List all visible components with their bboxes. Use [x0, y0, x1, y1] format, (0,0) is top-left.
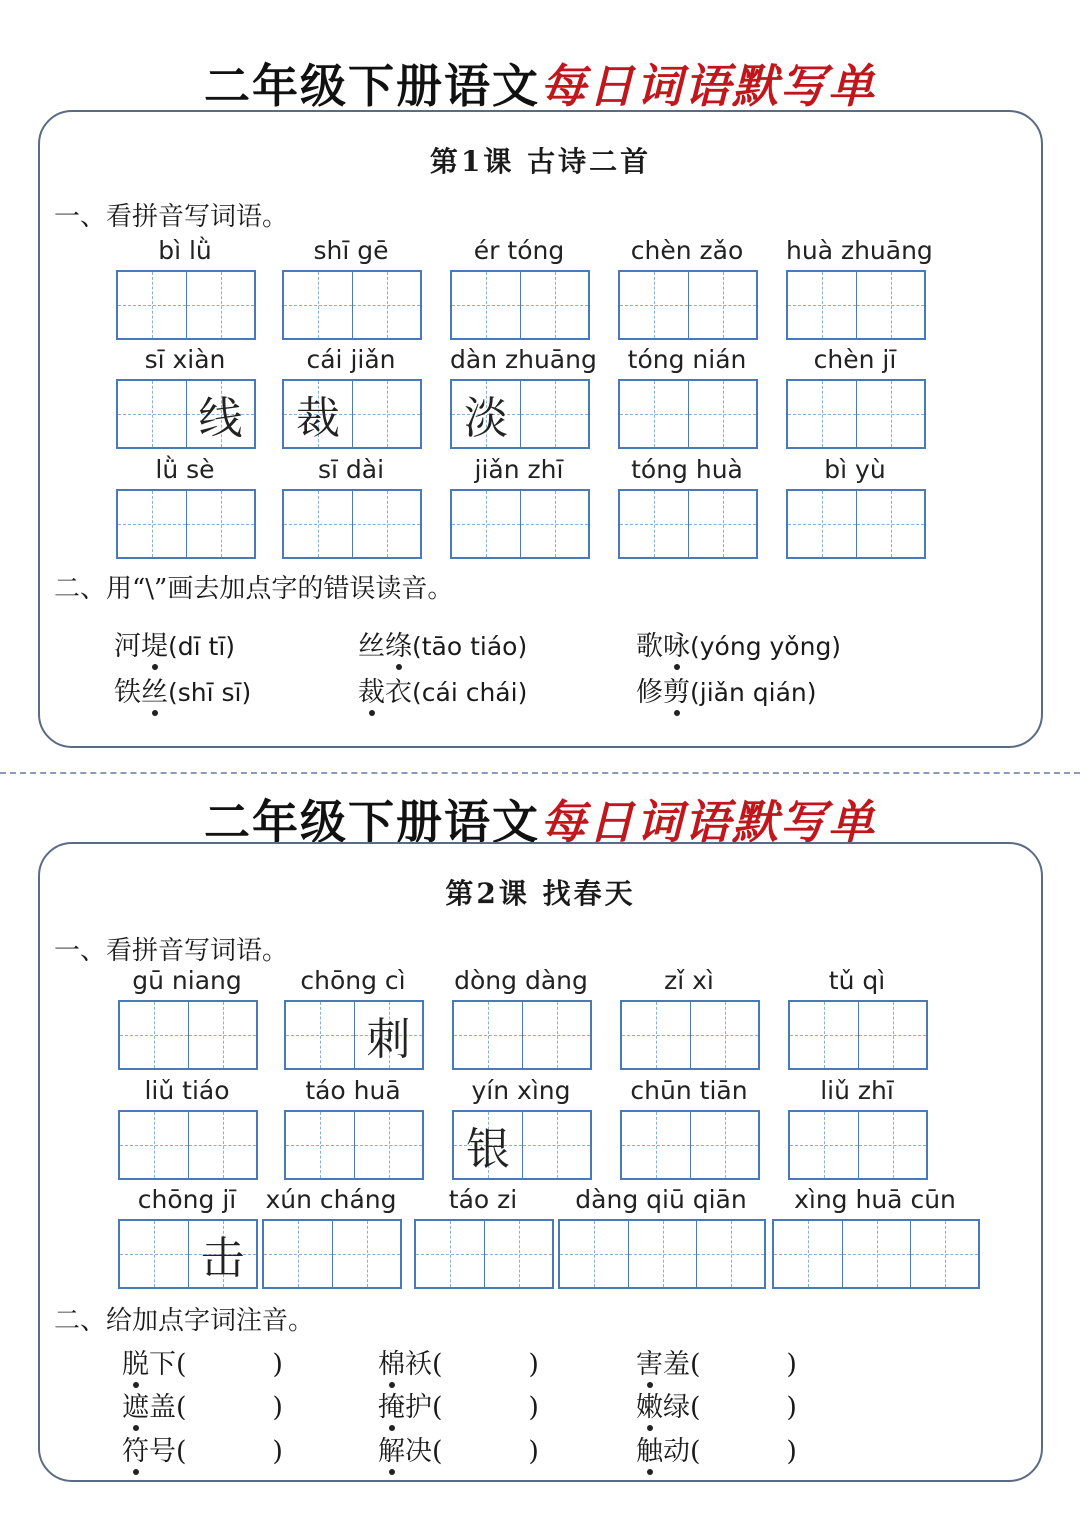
character-cell[interactable]: [354, 1002, 422, 1068]
dotted-char: 触: [636, 1436, 663, 1467]
tianzige-grid[interactable]: [618, 270, 758, 340]
character-cell[interactable]: [120, 1221, 188, 1287]
answer-blank[interactable]: 决( ): [405, 1436, 539, 1467]
dotted-char: 符: [122, 1436, 149, 1467]
character-cell[interactable]: [620, 491, 688, 557]
answer-blank[interactable]: 羞( ): [663, 1349, 797, 1380]
character-cell[interactable]: [856, 381, 924, 447]
character-cell[interactable]: [264, 1221, 332, 1287]
worksheet-lesson-1: [0, 0, 1080, 760]
pinyin-options[interactable]: (jiǎn qián): [690, 678, 817, 707]
character-cell[interactable]: [118, 272, 186, 338]
dotted-char: 掩: [378, 1392, 405, 1423]
given-character: 淡: [464, 393, 508, 444]
annotate-item[interactable]: [378, 1429, 539, 1468]
tianzige-grid[interactable]: [116, 489, 256, 559]
character-cell[interactable]: [188, 1112, 256, 1178]
tianzige-grid[interactable]: [116, 379, 256, 449]
dotted-char: 嫩: [636, 1392, 663, 1423]
tianzige-grid[interactable]: [282, 270, 422, 340]
character-cell[interactable]: [856, 491, 924, 557]
character-cell[interactable]: [188, 1221, 256, 1287]
character-cell[interactable]: [452, 491, 520, 557]
tianzige-grid[interactable]: [786, 270, 926, 340]
character-cell[interactable]: [332, 1221, 400, 1287]
pinyin-label: sī dài: [317, 455, 385, 484]
pinyin-label: cái jiǎn: [306, 345, 396, 374]
annotate-item[interactable]: [122, 1342, 283, 1381]
tianzige-grid[interactable]: [450, 379, 590, 449]
section-heading-readings: 二、用“\”画去加点字的错误读音。: [54, 574, 454, 604]
pinyin-options[interactable]: (yóng yǒng): [690, 632, 842, 661]
tianzige-grid[interactable]: [788, 1000, 928, 1070]
dotted-char: 害: [636, 1349, 663, 1380]
tianzige-grid[interactable]: [618, 489, 758, 559]
given-character: 击: [200, 1233, 245, 1284]
page-title: [0, 50, 1080, 116]
lesson-title: 第1课 古诗二首: [429, 145, 652, 178]
character-cell[interactable]: [858, 1002, 926, 1068]
word-char: 衣: [385, 677, 412, 708]
pinyin-label: xìng huā cūn: [794, 1185, 956, 1214]
tianzige-grid[interactable]: [620, 1110, 760, 1180]
character-cell[interactable]: [286, 1002, 354, 1068]
annotate-item[interactable]: [378, 1385, 539, 1424]
reading-item[interactable]: [114, 624, 235, 663]
pinyin-label: tǔ qì: [828, 966, 886, 995]
lesson-card: [38, 842, 1043, 1482]
pinyin-label: dòng dàng: [454, 966, 588, 995]
character-cell[interactable]: [622, 1112, 690, 1178]
character-cell[interactable]: [286, 1112, 354, 1178]
pinyin-label: liǔ zhī: [820, 1076, 894, 1105]
word-char: 修: [636, 677, 663, 708]
pinyin-label: tóng huà: [631, 455, 743, 484]
dotted-char: 剪: [663, 677, 690, 708]
annotate-item[interactable]: [636, 1342, 797, 1381]
pinyin-label: bì lǜ: [158, 236, 212, 265]
character-cell[interactable]: [452, 272, 520, 338]
character-cell[interactable]: [622, 1002, 690, 1068]
reading-item[interactable]: [358, 624, 527, 663]
worksheet-lesson-2: [0, 780, 1080, 1520]
lesson-card: [38, 110, 1043, 748]
character-cell[interactable]: [354, 1112, 422, 1178]
character-cell[interactable]: [910, 1221, 978, 1287]
dotted-char: 咏: [663, 631, 690, 662]
pinyin-label: chōng cì: [300, 966, 406, 995]
answer-blank[interactable]: 下( ): [149, 1349, 283, 1380]
annotate-item[interactable]: [636, 1429, 797, 1468]
character-cell[interactable]: [688, 491, 756, 557]
dotted-char: 解: [378, 1436, 405, 1467]
pinyin-label: táo zi: [448, 1185, 518, 1214]
tianzige-grid[interactable]: [118, 1000, 258, 1070]
given-character: 线: [198, 393, 243, 444]
character-cell[interactable]: [352, 272, 420, 338]
word-char: 铁: [114, 677, 141, 708]
answer-blank[interactable]: 盖( ): [149, 1392, 283, 1423]
character-cell[interactable]: [790, 1112, 858, 1178]
character-cell[interactable]: [522, 1112, 590, 1178]
character-cell[interactable]: [788, 381, 856, 447]
reading-item[interactable]: [358, 670, 527, 709]
given-character: 银: [466, 1124, 510, 1175]
character-cell[interactable]: [284, 381, 352, 447]
pinyin-label: chōng jī: [137, 1185, 237, 1214]
dotted-char: 棉: [378, 1349, 405, 1380]
character-cell[interactable]: [628, 1221, 696, 1287]
character-cell[interactable]: [186, 272, 254, 338]
character-cell[interactable]: [520, 272, 588, 338]
character-cell[interactable]: [788, 272, 856, 338]
reading-item[interactable]: [636, 670, 817, 709]
character-cell[interactable]: [858, 1112, 926, 1178]
word-char: 河: [114, 631, 141, 662]
dotted-char: 堤: [141, 631, 168, 662]
character-cell[interactable]: [842, 1221, 910, 1287]
tianzige-grid[interactable]: [618, 379, 758, 449]
character-cell[interactable]: [620, 272, 688, 338]
dotted-char: 丝: [141, 677, 168, 708]
dotted-char: 裁: [358, 677, 385, 708]
character-cell[interactable]: [284, 272, 352, 338]
character-cell[interactable]: [520, 381, 588, 447]
character-cell[interactable]: [522, 1002, 590, 1068]
pinyin-label: zǐ xì: [664, 966, 714, 995]
pinyin-label: jiǎn zhī: [474, 455, 564, 484]
tianzige-grid[interactable]: [284, 1000, 424, 1070]
lesson-title: 第2课 找春天: [445, 877, 636, 910]
title-red-part: 每日词语默写单: [540, 795, 876, 849]
section-heading-pinyin: 一、看拼音写词语。: [54, 202, 289, 232]
pinyin-options[interactable]: (shī sī): [168, 678, 252, 707]
tianzige-grid[interactable]: [262, 1219, 402, 1289]
tianzige-grid[interactable]: [452, 1000, 592, 1070]
pinyin-options[interactable]: (cái chái): [412, 678, 528, 707]
character-cell[interactable]: [120, 1002, 188, 1068]
character-cell[interactable]: [520, 491, 588, 557]
character-cell[interactable]: [688, 381, 756, 447]
word-char: 歌: [636, 631, 663, 662]
tianzige-grid[interactable]: [450, 489, 590, 559]
tianzige-grid[interactable]: [282, 379, 422, 449]
answer-blank[interactable]: 动( ): [663, 1436, 797, 1467]
pinyin-label: sī xiàn: [144, 345, 226, 374]
pinyin-label: dàng qiū qiān: [575, 1185, 747, 1214]
character-cell[interactable]: [118, 381, 186, 447]
character-cell[interactable]: [790, 1002, 858, 1068]
character-cell[interactable]: [788, 491, 856, 557]
character-cell[interactable]: [690, 1112, 758, 1178]
character-cell[interactable]: [454, 1112, 522, 1178]
pinyin-label: gū niang: [132, 966, 242, 995]
pinyin-label: ér tóng: [473, 236, 565, 265]
annotate-item[interactable]: [122, 1429, 283, 1468]
character-cell[interactable]: [118, 491, 186, 557]
title-black-part: 二年级下册语文: [204, 795, 540, 849]
pinyin-label: dàn zhuāng: [450, 345, 597, 374]
character-cell[interactable]: [690, 1002, 758, 1068]
tianzige-grid[interactable]: [786, 489, 926, 559]
pinyin-label: táo huā: [305, 1076, 401, 1105]
word-char: 丝: [358, 631, 385, 662]
tianzige-grid[interactable]: [772, 1219, 980, 1289]
tianzige-grid[interactable]: [116, 270, 256, 340]
character-cell[interactable]: [454, 1002, 522, 1068]
character-cell[interactable]: [186, 491, 254, 557]
annotate-item[interactable]: [636, 1385, 797, 1424]
character-cell[interactable]: [120, 1112, 188, 1178]
given-character: 裁: [296, 393, 340, 444]
section-heading-pinyin: 一、看拼音写词语。: [54, 936, 289, 966]
dotted-char: 遮: [122, 1392, 149, 1423]
tianzige-grid[interactable]: [620, 1000, 760, 1070]
cut-line: [0, 772, 1080, 774]
section-heading-annotate: 二、给加点字词注音。: [54, 1306, 315, 1336]
character-cell[interactable]: [188, 1002, 256, 1068]
title-black-part: 二年级下册语文: [204, 59, 540, 113]
reading-item[interactable]: [636, 624, 841, 663]
character-cell[interactable]: [284, 491, 352, 557]
tianzige-grid[interactable]: [558, 1219, 766, 1289]
character-cell[interactable]: [484, 1221, 552, 1287]
tianzige-grid[interactable]: [118, 1110, 258, 1180]
pinyin-options[interactable]: (tāo tiáo): [412, 632, 528, 661]
character-cell[interactable]: [620, 381, 688, 447]
tianzige-grid[interactable]: [450, 270, 590, 340]
pinyin-label: bì yù: [824, 455, 886, 484]
character-cell[interactable]: [416, 1221, 484, 1287]
character-cell[interactable]: [560, 1221, 628, 1287]
given-character: 刺: [366, 1014, 411, 1065]
character-cell[interactable]: [856, 272, 924, 338]
dotted-char: 绦: [385, 631, 412, 662]
pinyin-label: chūn tiān: [630, 1076, 748, 1105]
pinyin-label: yín xìng: [471, 1076, 571, 1105]
pinyin-options[interactable]: (dī tī): [168, 632, 236, 661]
pinyin-label: chèn zǎo: [630, 236, 744, 265]
character-cell[interactable]: [774, 1221, 842, 1287]
pinyin-label: huà zhuāng: [786, 236, 933, 265]
pinyin-label: tóng nián: [627, 345, 747, 374]
answer-blank[interactable]: 护( ): [405, 1392, 539, 1423]
annotate-item[interactable]: [122, 1385, 283, 1424]
pinyin-label: chèn jī: [813, 345, 897, 374]
annotate-item[interactable]: [378, 1342, 539, 1381]
character-cell[interactable]: [452, 381, 520, 447]
tianzige-grid[interactable]: [786, 379, 926, 449]
title-red-part: 每日词语默写单: [540, 59, 876, 113]
tianzige-grid[interactable]: [284, 1110, 424, 1180]
character-cell[interactable]: [352, 491, 420, 557]
answer-blank[interactable]: 绿( ): [663, 1392, 797, 1423]
reading-item[interactable]: [114, 670, 251, 709]
pinyin-label: lǜ sè: [155, 455, 215, 484]
tianzige-grid[interactable]: [788, 1110, 928, 1180]
pinyin-label: shī gē: [313, 236, 389, 265]
tianzige-grid[interactable]: [452, 1110, 592, 1180]
pinyin-label: xún cháng: [265, 1185, 397, 1214]
character-cell[interactable]: [696, 1221, 764, 1287]
pinyin-label: liǔ tiáo: [144, 1076, 230, 1105]
tianzige-grid[interactable]: [414, 1219, 554, 1289]
answer-blank[interactable]: 号( ): [149, 1436, 283, 1467]
dotted-char: 脱: [122, 1349, 149, 1380]
character-cell[interactable]: [688, 272, 756, 338]
tianzige-grid[interactable]: [282, 489, 422, 559]
tianzige-grid[interactable]: [118, 1219, 258, 1289]
character-cell[interactable]: [186, 381, 254, 447]
answer-blank[interactable]: 袄( ): [405, 1349, 539, 1380]
character-cell[interactable]: [352, 381, 420, 447]
